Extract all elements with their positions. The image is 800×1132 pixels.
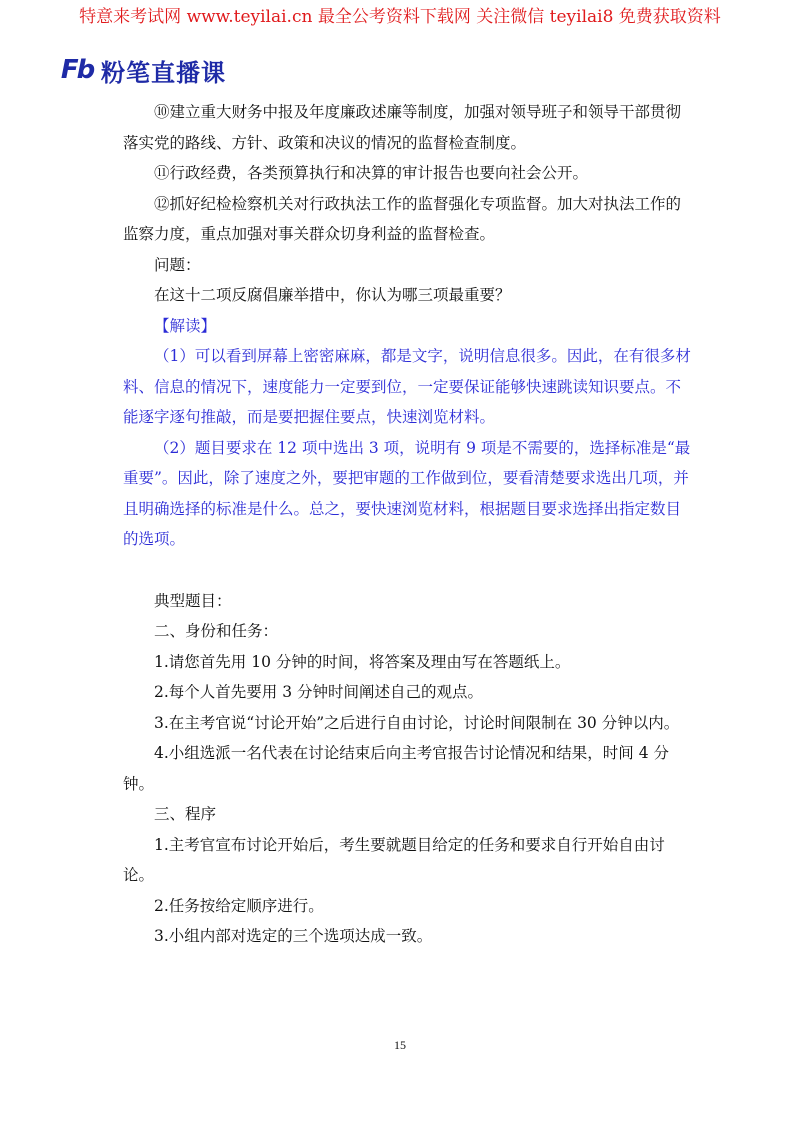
header-banner: 特意来考试网 www.teyilai.cn 最全公考资料下载网 关注微信 teyilai8 免费获取资料	[79, 7, 721, 27]
interpretation-heading: 【解读】	[154, 316, 217, 335]
paragraph: 1.主考官宣布讨论开始后，考生要就题目给定的任务和要求自行开始自由讨论。	[123, 835, 665, 884]
logo-text: 粉笔直播课	[101, 58, 226, 87]
paragraph: 典型题目：	[154, 591, 232, 610]
paragraph: 1.请您首先用 10 分钟的时间，将答案及理由写在答题纸上。	[154, 652, 571, 671]
paragraph: 2.每个人首先要用 3 分钟时间阐述自己的观点。	[154, 683, 484, 701]
logo	[57, 52, 226, 88]
interpretation-paragraph: （1）可以看到屏幕上密密麻麻，都是文字，说明信息很多。因此，在有很多材料、信息的情况下，速度能力一定要到位，一定要保证能够快速跳读知识要点。不能逐字逐句推敲，而是要把握住要点，快速浏览材料。	[123, 347, 691, 426]
interpretation-paragraph: （2）题目要求在 12 项中选出 3 项，说明有 9 项是不需要的，选择标准是“最重要”。因此，除了速度之外，要把审题的工作做到位，要看清楚要求选出几项，并且明确选择的标准是什么。总之，要快速浏览材料，根据题目要求选择出指定数目的选项。	[123, 438, 691, 548]
paragraph: 3.小组内部对选定的三个选项达成一致。	[154, 927, 433, 945]
paragraph: 3.在主考官说“讨论开始”之后进行自由讨论，讨论时间限制在 30 分钟以内。	[154, 713, 680, 732]
paragraph: 问题：	[154, 255, 201, 274]
paragraph: ⑪行政经费，各类预算执行和决算的审计报告也要向社会公开。	[154, 164, 589, 182]
paragraph: ⑫抓好纪检检察机关对行政执法工作的监督强化专项监督。加大对执法工作的监察力度，重点加强对事关群众切身利益的监督检查。	[123, 194, 682, 243]
paragraph: ⑩建立重大财务中报及年度廉政述廉等制度，加强对领导班子和领导干部贯彻落实党的路线、方针、政策和决议的情况的监督检查制度。	[123, 103, 682, 152]
document-body	[123, 97, 693, 952]
page-number: 15	[394, 1038, 406, 1052]
paragraph: 2.任务按给定顺序进行。	[154, 896, 324, 915]
logo-mark: Fb	[60, 55, 94, 85]
paragraph: 4.小组选派一名代表在讨论结束后向主考官报告讨论情况和结果，时间 4 分钟。	[123, 744, 670, 793]
spacer	[123, 555, 693, 586]
paragraph: 在这十二项反腐倡廉举措中，你认为哪三项最重要？	[154, 286, 511, 304]
paragraph: 三、程序	[154, 805, 217, 823]
paragraph: 二、身份和任务：	[154, 622, 279, 640]
